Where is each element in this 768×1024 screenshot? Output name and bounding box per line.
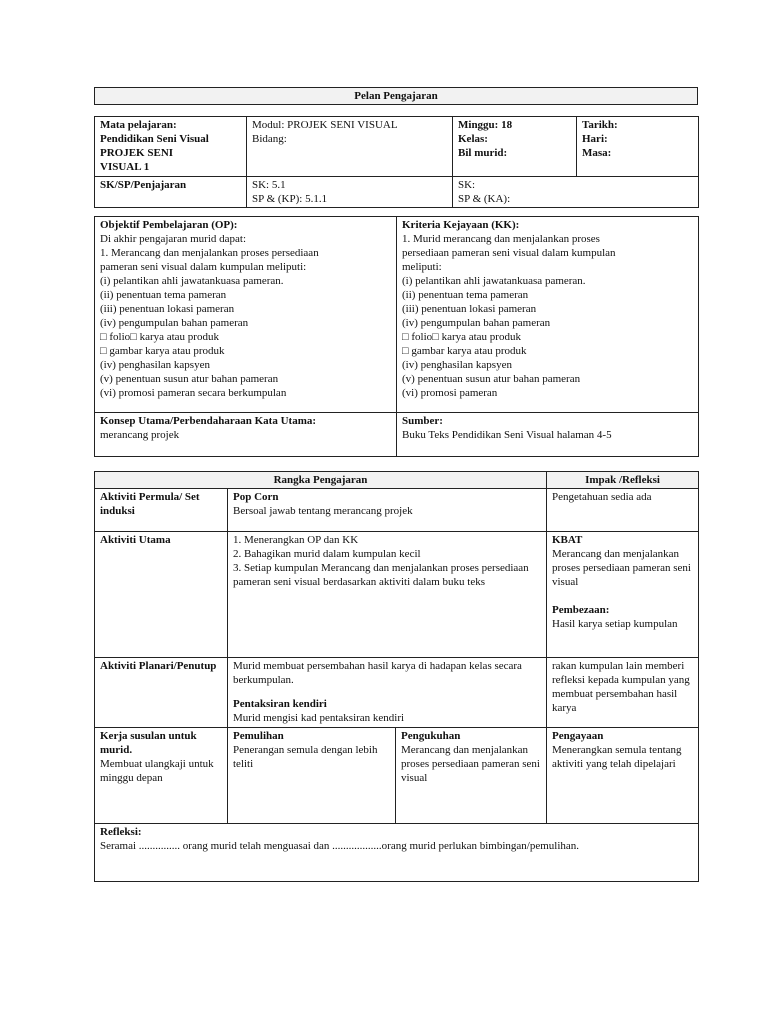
reflection-cell [95,824,699,882]
subject-label: Mata pelajaran: [100,119,177,131]
criteria-line: □ gambar karya atau produk [402,345,527,357]
objectives-line: Di akhir pengajaran murid dapat: [100,233,247,245]
remedial-heading: Pemulihan [233,730,284,742]
criteria-line: (i) pelantikan ahli jawatankuasa pameran. [402,275,586,287]
student-count-label: Bil murid: [458,147,508,159]
info-table [94,116,699,208]
objectives-table [94,216,699,457]
closing-label: Aktiviti Planari/Penutup [95,658,228,728]
source-text: Buku Teks Pendidikan Seni Visual halaman 4-5 [402,429,612,441]
remedial-cell [228,728,396,824]
objectives-line: (iv) penghasilan kapsyen [100,359,210,371]
source-cell [397,413,699,457]
class-label: Kelas: [458,133,488,145]
self-assessment-heading: Pentaksiran kendiri [233,698,327,710]
main-activity-cell [228,532,547,658]
sk-ka-cell [453,177,699,208]
enrichment-heading: Pengayaan [552,730,604,742]
sk-label: SK: [458,179,476,191]
date-cell [577,117,699,177]
title-table [94,87,698,105]
objectives-line: (iii) penentuan lokasi pameran [100,303,235,315]
criteria-line: (vi) promosi pameran [402,387,498,399]
source-heading: Sumber: [402,415,443,427]
reflection-heading: Refleksi: [100,826,142,838]
subject-value-line: VISUAL 1 [100,161,150,173]
criteria-line: meliputi: [402,261,442,273]
objectives-line: □ gambar karya atau produk [100,345,225,357]
objectives-line: 1. Merancang dan menjalankan proses persediaan [100,247,319,259]
module-value: Modul: PROJEK SENI VISUAL [252,119,398,131]
concept-text: merancang projek [100,429,180,441]
criteria-line: (iii) penentuan lokasi pameran [402,303,537,315]
day-label: Hari: [582,133,608,145]
opening-cell [228,489,547,532]
closing-cell [228,658,547,728]
differentiation-heading: Pembezaan: [552,604,610,616]
self-assessment-text: Murid mengisi kad pentaksiran kendiri [233,712,405,724]
objectives-line: (iv) pengumpulan bahan pameran [100,317,249,329]
page-title: Pelan Pengajaran [95,88,698,105]
objectives-heading: Objektif Pembelajaran (OP): [100,219,238,231]
sk-kp-cell [247,177,453,208]
reflection-text: Seramai ............... orang murid telah menguasai dan ..................orang murid perlukan bimbingan/pemulihan. [100,840,580,852]
closing-impact: rakan kumpulan lain memberi refleksi kepada kumpulan yang membuat persembahan hasil karya [547,658,699,728]
criteria-line: (ii) penentuan tema pameran [402,289,529,301]
sp-kp-value: SP & (KP): 5.1.1 [252,193,328,205]
sksp-label: SK/SP/Penjajaran [95,177,247,208]
objectives-line: (ii) penentuan tema pameran [100,289,227,301]
criteria-line: (iv) pengumpulan bahan pameran [402,317,551,329]
criteria-line: □ folio□ karya atau produk [402,331,521,343]
followup-label: Kerja susulan untuk murid. [100,730,197,756]
sk-value: SK: 5.1 [252,179,286,191]
concept-heading: Konsep Utama/Perbendaharaan Kata Utama: [100,415,317,427]
impact-header: Impak /Refleksi [547,472,699,489]
main-activity-step: 3. Setiap kumpulan Merancang dan menjalankan proses persediaan pameran seni visual berdasarkan aktiviti dalam buku teks [233,562,529,588]
enrichment-cell [547,728,699,824]
subject-cell [95,117,247,177]
time-label: Masa: [582,147,612,159]
concept-cell [95,413,397,457]
followup-text: Membuat ulangkaji untuk minggu depan [100,758,214,784]
closing-text: Murid membuat persembahan hasil karya di hadapan kelas secara berkumpulan. [233,660,522,686]
reinforcement-heading: Pengukuhan [401,730,461,742]
objectives-cell [95,217,397,413]
objectives-line: □ folio□ karya atau produk [100,331,219,343]
module-cell [247,117,453,177]
criteria-line: (v) penentuan susun atur bahan pameran [402,373,581,385]
subject-value-line: Pendidikan Seni Visual [100,133,209,145]
opening-label: Aktiviti Permula/ Set induksi [95,489,228,532]
opening-text: Bersoal jawab tentang merancang projek [233,505,413,517]
objectives-line: (vi) promosi pameran secara berkumpulan [100,387,287,399]
lesson-outline-table [94,471,699,882]
objectives-line: (i) pelantikan ahli jawatankuasa pameran. [100,275,284,287]
criteria-line: 1. Murid merancang dan menjalankan proses [402,233,600,245]
remedial-text: Penerangan semula dengan lebih teliti [233,744,378,770]
objectives-line: (v) penentuan susun atur bahan pameran [100,373,279,385]
kbat-heading: KBAT [552,534,583,546]
reinforcement-text: Merancang dan menjalankan proses persediaan pameran seni visual [401,744,540,784]
kbat-text: Merancang dan menjalankan proses persediaan pameran seni visual [552,548,691,588]
subject-value-line: PROJEK SENI [100,147,174,159]
enrichment-text: Menerangkan semula tentang aktiviti yang telah dipelajari [552,744,682,770]
criteria-heading: Kriteria Kejayaan (KK): [402,219,520,231]
main-activity-impact [547,532,699,658]
criteria-cell [397,217,699,413]
sp-ka-label: SP & (KA): [458,193,511,205]
date-label: Tarikh: [582,119,618,131]
week-value: Minggu: 18 [458,119,513,131]
week-cell [453,117,577,177]
main-activity-label: Aktiviti Utama [95,532,228,658]
main-activity-step: 1. Menerangkan OP dan KK [233,534,359,546]
criteria-line: persediaan pameran seni visual dalam kumpulan [402,247,616,259]
outline-header: Rangka Pengajaran [95,472,547,489]
field-label: Bidang: [252,133,287,145]
opening-heading: Pop Corn [233,491,279,503]
criteria-line: (iv) penghasilan kapsyen [402,359,512,371]
differentiation-text: Hasil karya setiap kumpulan [552,618,678,630]
main-activity-step: 2. Bahagikan murid dalam kumpulan kecil [233,548,421,560]
reinforcement-cell [396,728,547,824]
followup-cell [95,728,228,824]
objectives-line: pameran seni visual dalam kumpulan meliputi: [100,261,307,273]
opening-impact: Pengetahuan sedia ada [547,489,699,532]
